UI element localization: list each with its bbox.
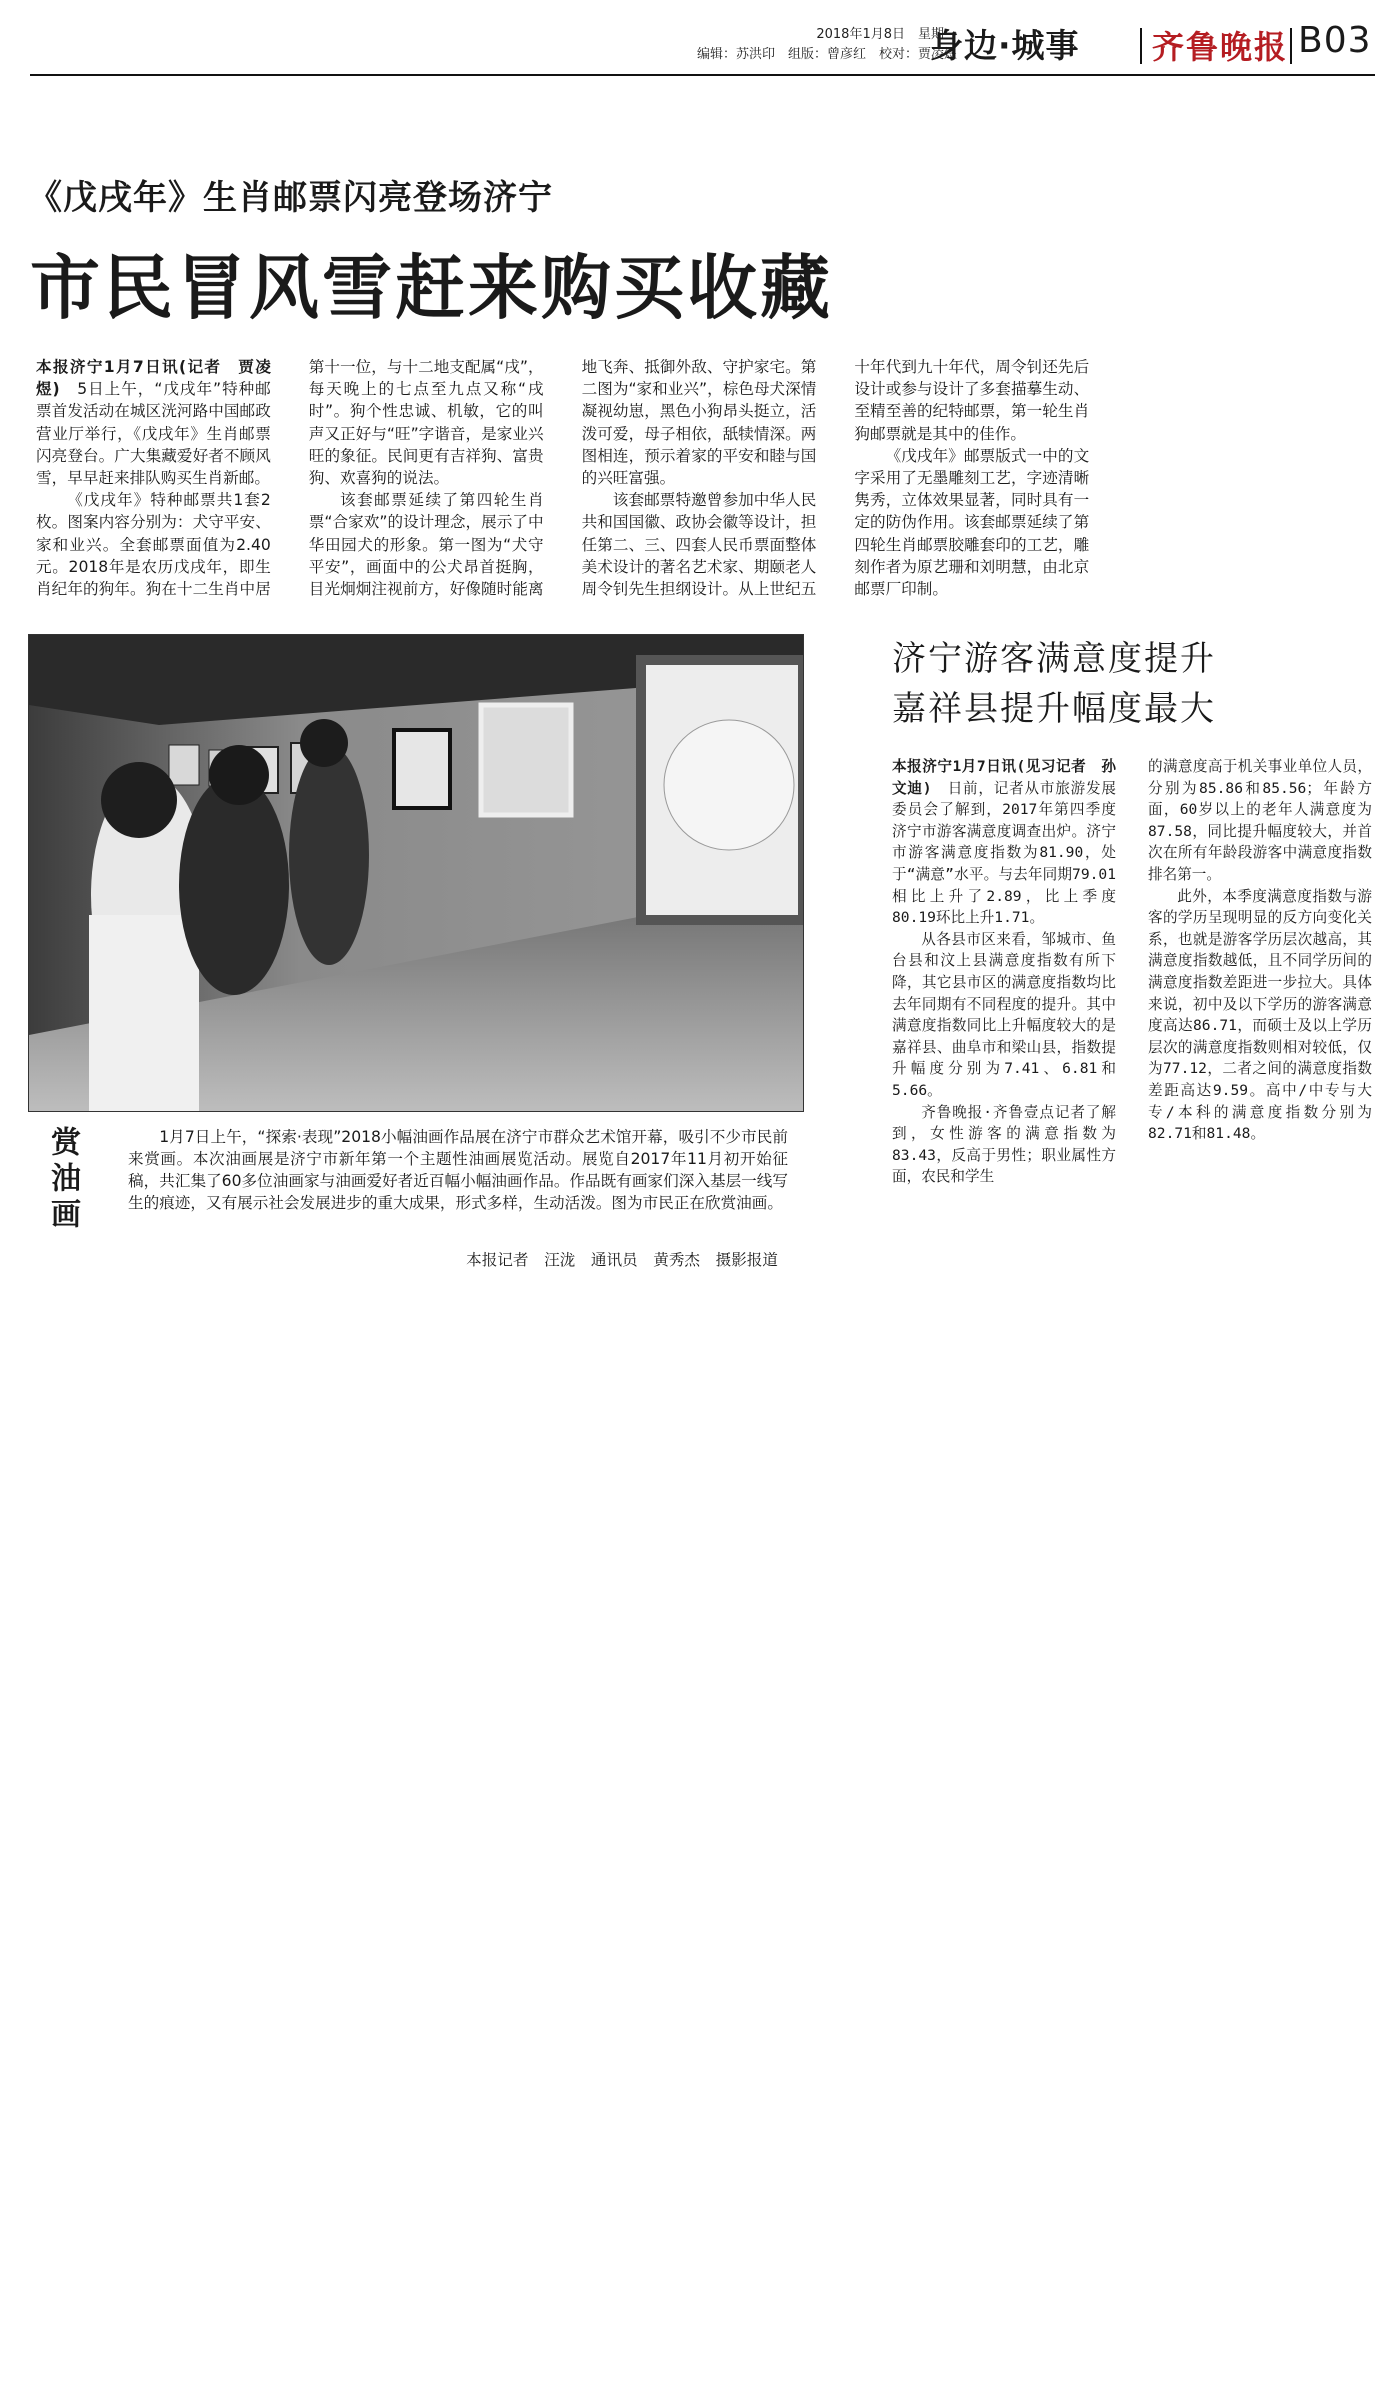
gallery-photo <box>28 634 804 1112</box>
story1-headline: 市民冒风雪赶来购买收藏 <box>30 247 833 329</box>
story2-paragraph: 本报济宁1月7日讯(见习记者 孙文迪) 日前，记者从市旅游发展委员会了解到，2017年第四季度济宁市游客满意度调查出炉。济宁市游客满意度指数为81.90，处于“满意”水平。与去年同期79.01相比上升了2.89，比上季度80.19环比上升1.71。 <box>892 758 1116 927</box>
masthead-divider <box>1290 28 1292 64</box>
page-number: B03 <box>1298 20 1372 61</box>
brand-logo: 齐鲁晚报 <box>1152 28 1289 66</box>
photo-caption: 1月7日上午，“探索·表现”2018小幅油画作品展在济宁市群众艺术馆开幕，吸引不少市民前来赏画。本次油画展是济宁市新年第一个主题性油画展览活动。展览自2017年11月初开始征稿，共汇集了60多位油画家与油画爱好者近百幅小幅油画作品。作品既有画家们深入基层一线写生的痕迹，又有展示社会发展进步的重大成果，形式多样，生动活泼。图为市民正在欣赏油画。 <box>128 1128 788 1212</box>
story1-paragraph: 《戊戌年》特种邮票共1套2枚。图案内容分别为：犬守平安、家和业兴。全套邮票面值为2.40元。2018年是农历戊戌年，即生肖纪年的狗年。狗在十二生肖中居第十一位，与十二地支配属“戌”，每天晚上的七点至九点又称“戌时”。狗个性忠诚、机敏，它的叫声又正好与“旺”字谐音，是家业兴旺的象征。民间更有吉祥狗、富贵狗、欢喜狗的说法。 <box>36 358 544 599</box>
story2-paragraph: 此外，本季度满意度指数与游客的学历呈现明显的反方向变化关系，也就是游客学历层次越高，其满意度指数越低，且不同学历间的满意度指数差距进一步拉大。具体来说，初中及以下学历的游客满意度高达86.71，而硕士及以上学历层次的满意度指数则相对较低，仅为77.12，二者之间的满意度指数差距高达9.59。高中/中专与大专/本科的满意度指数分别为82.71和81.48。 <box>1148 887 1372 1143</box>
story1-kicker: 《戊戌年》生肖邮票闪亮登场济宁 <box>28 178 553 218</box>
photo-credit: 本报记者 汪泷 通讯员 黄秀杰 摄影报道 <box>466 1251 778 1269</box>
section-name: 身边·城事 <box>930 26 1080 65</box>
story1-paragraph: 该套邮票特邀曾参加中华人民共和国国徽、政协会徽等设计，担任第二、三、四套人民币票面整体美术设计的著名艺术家、期颐老人周令钊先生担纲设计。从上世纪五十年代到九十年代，周令钊还先后设计或参与设计了多套描摹生动、至精至善的纪特邮票，第一轮生肖狗邮票就是其中的佳作。 <box>581 358 1090 599</box>
date-line: 2018年1月8日 星期一 <box>816 27 957 42</box>
story2-paragraph: 从各县市区来看，邹城市、鱼台县和汶上县满意度指数有所下降，其它县市区的满意度指数均比去年同期有不同程度的提升。其中满意度指数同比上升幅度较大的是嘉祥县、曲阜市和梁山县，指数提升幅度分别为7.41、6.81和5.66。 <box>892 930 1116 1099</box>
story2-paragraph: 的满意度高于机关事业单位人员，分别为85.86和85.56；年龄方面，60岁以上的老年人满意度为87.58，同比提升幅度较大，并首次在所有年龄段游客中满意度指数排名第一。 <box>1148 758 1372 883</box>
top-rule <box>30 74 1375 76</box>
story2-headline-line2: 嘉祥县提升幅度最大 <box>892 689 1216 729</box>
story1-paragraph: 《戊戌年》邮票版式一中的文字采用了无墨雕刻工艺，字迹清晰隽秀，立体效果显著，同时具有一定的防伪作用。该套邮票延续了第四轮生肖邮票胶雕套印的工艺，雕刻作者为原艺珊和刘明慧，由北京邮票厂印制。 <box>854 446 1090 599</box>
editors-line: 编辑：苏洪印 组版：曾彦红 校对：贾凌煜 <box>696 47 957 62</box>
story1-body <box>36 356 1362 618</box>
story2-column-2 <box>1148 756 1372 1276</box>
story2-column-1 <box>892 756 1116 1276</box>
story2-headline-line1: 济宁游客满意度提升 <box>892 639 1216 679</box>
dateline: 本报济宁1月7日讯(见习记者 孙文迪) <box>892 758 1116 797</box>
gallery-photo-image <box>29 635 803 1111</box>
story2-paragraph: 齐鲁晚报·齐鲁壹点记者了解到，女性游客的满意指数为83.43，反高于男性；职业属性方面，农民和学生 <box>892 1103 1116 1186</box>
photo-caption-title: 赏油画 <box>45 1126 80 1234</box>
story1-paragraph: 该套邮票延续了第四轮生肖票“合家欢”的设计理念，展示了中华田园犬的形象。第一图为“犬守平安”，画面中的公犬昂首挺胸，目光炯炯注视前方，好像随时能离地飞奔、抵御外敌、守护家宅。第二图为“家和业兴”，棕色母犬深情凝视幼崽，黑色小狗昂头挺立，活泼可爱，母子相依，舐犊情深。两图相连，预示着家的平安和睦与国的兴旺富强。 <box>308 358 817 599</box>
dateline: 本报济宁1月7日讯(记者 贾凌煜) <box>36 358 271 399</box>
masthead-divider <box>1140 28 1142 64</box>
story1-paragraph: 本报济宁1月7日讯(记者 贾凌煜) 5日上午，“戊戌年”特种邮票首发活动在城区洸河路中国邮政营业厅举行，《戊戌年》生肖邮票闪亮登台。广大集藏爱好者不顾风雪，早早赶来排队购买生肖新邮。 <box>36 358 271 488</box>
